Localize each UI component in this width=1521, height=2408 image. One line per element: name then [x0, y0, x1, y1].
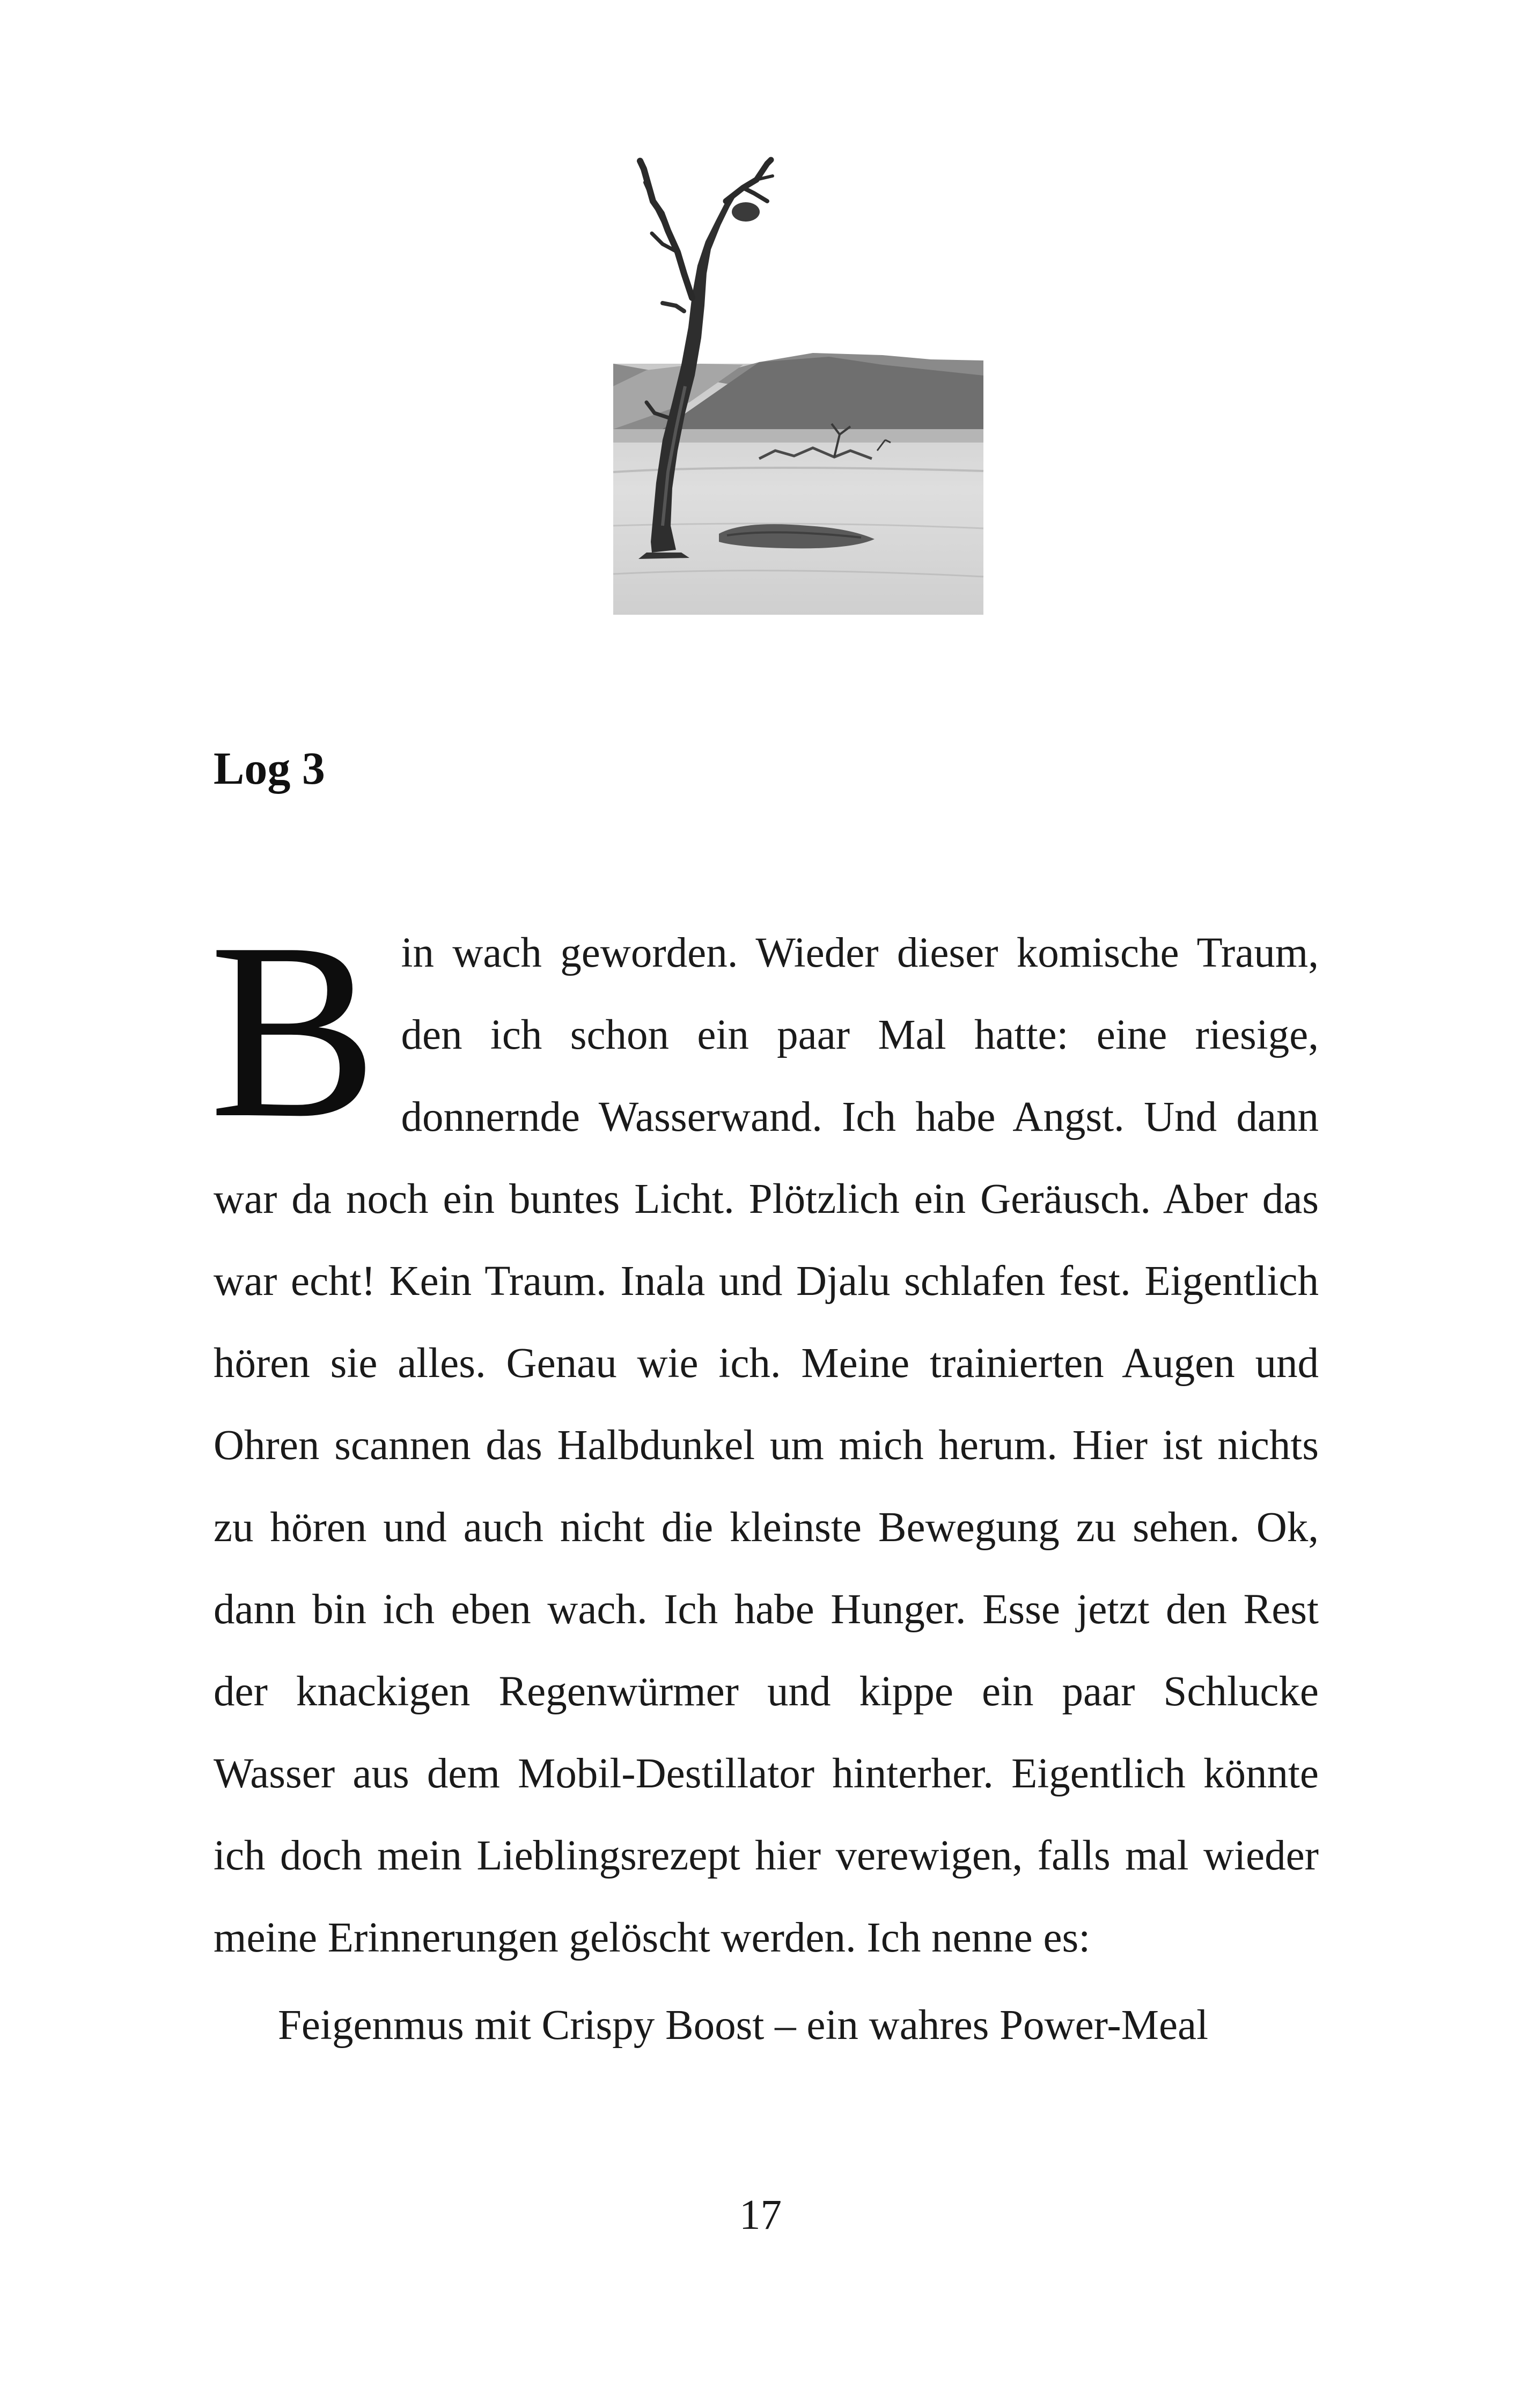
drop-cap: B: [209, 890, 378, 1170]
page-number: 17: [739, 2192, 782, 2238]
opening-paragraph: [209, 890, 1319, 1979]
chapter-heading: Log 3: [214, 742, 325, 794]
paragraph-text: in wach geworden. Wieder dieser komische Traum, den ich schon ein paar Mal hatte: eine riesige, donnernde Wasserwand. Ich habe Angst. Und dann war da noch ein buntes Licht. Plötzlich ein Geräusch. Aber das war echt! Kein Traum. Inala und Djalu schlafen fest. Eigentlich hören sie alles. Genau wie ich. Meine trainierten Augen und Ohren scannen das Halbdunkel um mich herum. Hier ist nichts zu hören und auch nicht die kleinste Bewegung zu sehen. Ok, dann bin ich eben wach. Ich habe Hunger. Esse jetzt den Rest der knackigen Regenwürmer und kippe ein paar Schlucke Wasser aus dem Mobil-Destillator hinterher. Eigentlich könnte ich doch mein Lieblingsrezept hier verewigen, falls mal wieder meine Erinnerungen gelöscht werden. Ich nenne es:: [214, 930, 1319, 1961]
desert-tree-illustration: [582, 150, 990, 622]
desert-dead-tree-icon: [582, 150, 990, 622]
recipe-title: Feigenmus mit Crispy Boost – ein wahres Power-Meal: [278, 2002, 1209, 2049]
chapter-body: [209, 890, 1319, 2066]
